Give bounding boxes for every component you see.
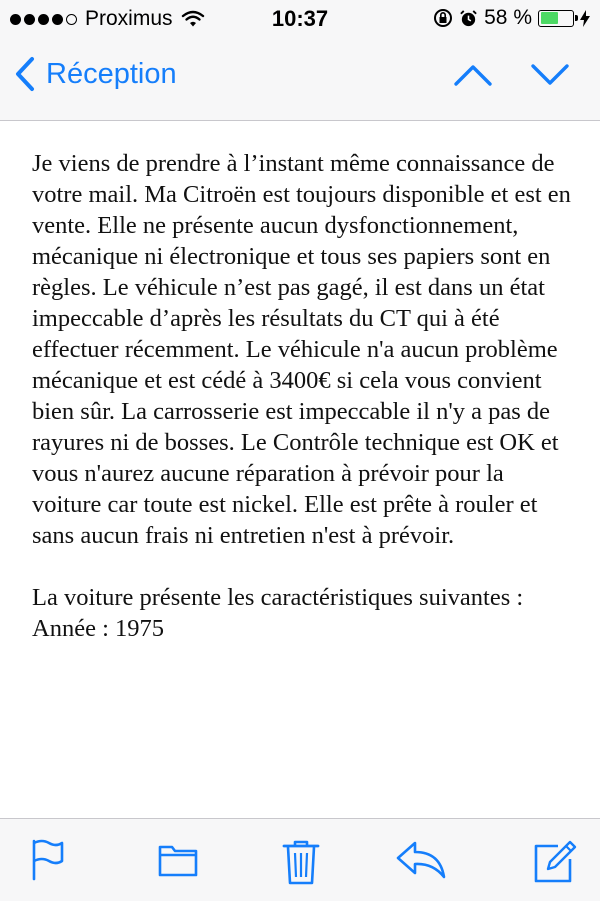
compose-icon[interactable] (532, 839, 578, 885)
status-right (433, 6, 590, 30)
back-button-label: Réception (46, 57, 177, 90)
battery-percent: 58 % (484, 6, 532, 29)
status-bar (0, 0, 600, 40)
paragraph-gap (32, 551, 572, 582)
folder-icon[interactable] (157, 839, 199, 881)
message-line: Année : 1975 (32, 615, 164, 642)
message-paragraph: La voiture présente les caractéristiques suivantes : (32, 584, 524, 611)
charging-icon (580, 10, 590, 27)
nav-bar (0, 40, 600, 121)
carrier-name: Proximus (85, 7, 173, 30)
alarm-icon (459, 9, 478, 28)
chevron-up-icon[interactable] (453, 62, 493, 88)
battery-icon (538, 10, 574, 27)
battery-level-fill (541, 12, 559, 24)
message-paragraph: Je viens de prendre à l’instant même connaissance de votre mail. Ma Citroën est toujours disponible et est en vente. Elle ne présente aucun dysfonctionnement, mécanique ni électronique et tous ses papiers sont en règles. Le véhicule n’est pas gagé, il est dans un état impeccable d’après les résultats du CT qui à été effectuer récemment. Le véhicule n'a aucun problème mécanique et est cédé à 3400€ si cela vous convient bien sûr. La carrosserie est impeccable il n'y a pas de rayures ni de bosses. Le Contrôle technique est OK et vous n'aurez aucune réparation à prévoir pour la voiture car toute est nickel. Elle est prête à rouler et sans aucun frais ni entretien n'est à prévoir. (32, 150, 571, 549)
status-time: 10:37 (271, 6, 329, 31)
reply-icon[interactable] (395, 839, 447, 881)
trash-icon[interactable] (282, 839, 320, 885)
chevron-left-icon (14, 56, 36, 92)
message-body (32, 148, 572, 644)
flag-icon[interactable] (30, 839, 66, 881)
bottom-toolbar (0, 818, 600, 901)
rotation-lock-icon (433, 8, 453, 28)
back-button[interactable] (14, 56, 177, 92)
chevron-down-icon[interactable] (530, 62, 570, 88)
